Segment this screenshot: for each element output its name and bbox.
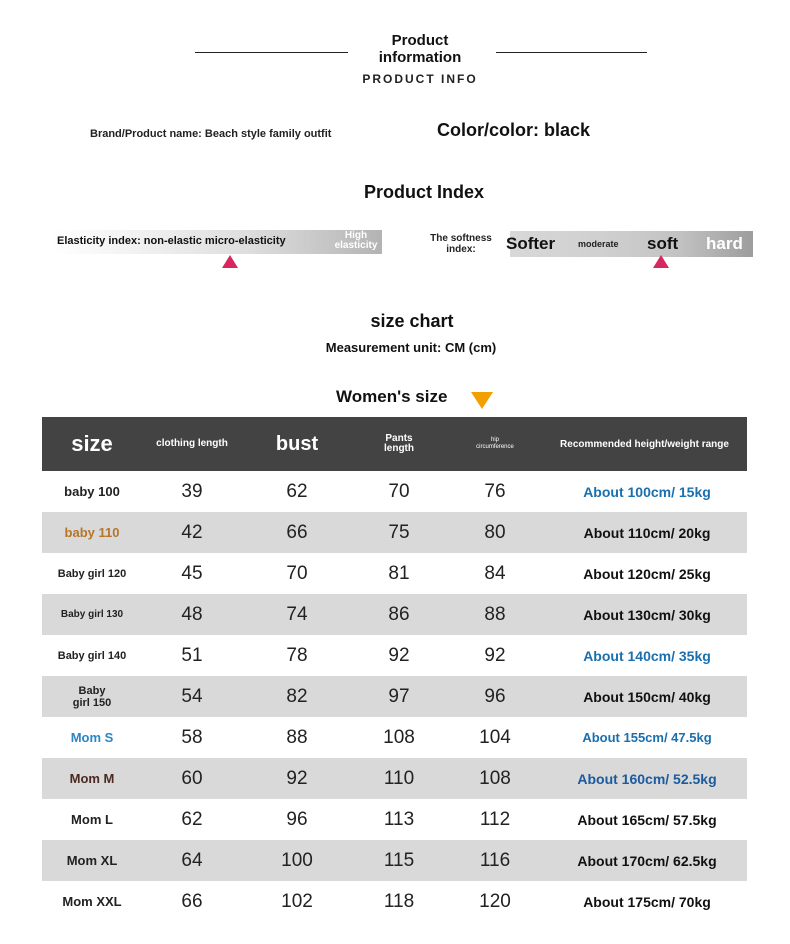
softness-softer-label: Softer (506, 234, 556, 253)
size-cell: Baby girl 140 (57, 649, 127, 662)
size-cell: Baby girl 130 (60, 608, 124, 620)
bust-cell: 100 (281, 849, 313, 871)
clothing-length-cell: 39 (181, 480, 203, 502)
clothing-length-cell: 48 (181, 603, 203, 625)
clothing-length-cell: 51 (181, 644, 203, 666)
color-label: Color/color: black (437, 120, 591, 140)
table-row (42, 676, 747, 717)
hip-cell: 92 (484, 644, 506, 666)
softness-marker-icon (653, 255, 669, 268)
header-rule-left (195, 52, 348, 53)
size-cell: Mom L (71, 811, 113, 827)
softness-hard-label: hard (706, 234, 743, 253)
table-header (42, 417, 747, 471)
page-title: Product information (378, 32, 462, 66)
recommended-range-cell: About 150cm/ 40kg (583, 688, 711, 705)
recommended-range-cell: About 110cm/ 20kg (583, 524, 711, 541)
header-bust: bust (275, 432, 319, 455)
hip-cell: 96 (484, 685, 506, 707)
clothing-length-cell: 45 (181, 562, 203, 584)
size-cell: Mom XXL (62, 893, 122, 909)
hip-cell: 116 (479, 849, 511, 871)
pants-length-cell: 108 (383, 726, 415, 748)
bust-cell: 96 (286, 808, 308, 830)
table-row (42, 881, 747, 922)
bust-cell: 92 (286, 767, 308, 789)
header-recommended-range: Recommended height/weight range (560, 438, 729, 450)
size-table (42, 417, 747, 922)
header-clothing-length: clothing length (156, 438, 228, 449)
pants-length-cell: 118 (383, 890, 415, 912)
table-row (42, 799, 747, 840)
size-cell: baby 110 (64, 524, 120, 540)
bust-cell: 82 (286, 685, 308, 707)
pants-length-cell: 115 (383, 849, 415, 871)
size-cell: baby 100 (64, 483, 120, 499)
bust-cell: 70 (286, 562, 308, 584)
hip-cell: 104 (479, 726, 511, 748)
recommended-range-cell: About 170cm/ 62.5kg (577, 852, 717, 869)
recommended-range-cell: About 120cm/ 25kg (583, 565, 711, 582)
table-body (42, 471, 747, 922)
bust-cell: 62 (286, 480, 308, 502)
page-subtitle: PRODUCT INFO (362, 72, 478, 86)
table-row (42, 512, 747, 553)
table-row (42, 594, 747, 635)
table-row (42, 758, 747, 799)
clothing-length-cell: 64 (181, 849, 203, 871)
hip-cell: 112 (479, 808, 511, 830)
clothing-length-cell: 42 (181, 521, 203, 543)
recommended-range-cell: About 140cm/ 35kg (583, 647, 711, 664)
pants-length-cell: 110 (383, 767, 415, 789)
softness-soft-label: soft (647, 234, 679, 253)
size-cell: Mom S (70, 729, 114, 745)
size-cell: Mom M (69, 770, 115, 786)
recommended-range-cell: About 165cm/ 57.5kg (577, 811, 717, 828)
size-cell: Baby girl 120 (57, 567, 127, 580)
bust-cell: 66 (286, 521, 308, 543)
softness-title: The softness index: (430, 233, 492, 255)
clothing-length-cell: 58 (181, 726, 203, 748)
hip-cell: 120 (479, 890, 511, 912)
clothing-length-cell: 62 (181, 808, 203, 830)
elasticity-marker-icon (222, 255, 238, 268)
pants-length-cell: 97 (388, 685, 410, 707)
table-row (42, 717, 747, 758)
bust-cell: 88 (286, 726, 308, 748)
recommended-range-cell: About 160cm/ 52.5kg (577, 770, 717, 787)
bust-cell: 102 (281, 890, 313, 912)
table-row (42, 635, 747, 676)
recommended-range-cell: About 155cm/ 47.5kg (582, 730, 712, 745)
bust-cell: 74 (286, 603, 308, 625)
hip-cell: 80 (484, 521, 506, 543)
clothing-length-cell: 66 (181, 890, 203, 912)
pants-length-cell: 86 (388, 603, 410, 625)
table-row (42, 840, 747, 881)
table-row (42, 553, 747, 594)
recommended-range-cell: About 100cm/ 15kg (583, 483, 711, 500)
recommended-range-cell: About 175cm/ 70kg (583, 893, 711, 910)
down-arrow-icon (471, 392, 493, 409)
product-index-title: Product Index (363, 182, 484, 202)
pants-length-cell: 92 (388, 644, 410, 666)
clothing-length-cell: 60 (181, 767, 203, 789)
pants-length-cell: 75 (388, 521, 410, 543)
bust-cell: 78 (286, 644, 308, 666)
header-rule-right (496, 52, 647, 53)
header-pants-length: Pants length (384, 433, 414, 454)
size-cell: Mom XL (66, 852, 118, 868)
pants-length-cell: 113 (383, 808, 415, 830)
table-row (42, 471, 747, 512)
hip-cell: 76 (484, 480, 506, 502)
size-cell: Baby girl 150 (72, 684, 112, 709)
clothing-length-cell: 54 (181, 685, 203, 707)
header-hip-circumference: hip circumference (476, 437, 514, 450)
hip-cell: 108 (479, 767, 511, 789)
measurement-unit: Measurement unit: CM (cm) (325, 340, 497, 355)
pants-length-cell: 81 (388, 562, 410, 584)
elasticity-label: Elasticity index: non-elastic micro-elasticity (57, 235, 286, 247)
elasticity-high-label: High elasticity (334, 230, 378, 251)
header-size: size (71, 431, 113, 456)
brand-label: Brand/Product name: Beach style family outfit (90, 128, 332, 140)
softness-moderate-label: moderate (578, 239, 619, 249)
hip-cell: 88 (484, 603, 506, 625)
hip-cell: 84 (484, 562, 506, 584)
recommended-range-cell: About 130cm/ 30kg (583, 606, 711, 623)
womens-size-label: Women's size (336, 387, 448, 406)
size-chart-title: size chart (370, 311, 454, 331)
pants-length-cell: 70 (388, 480, 410, 502)
